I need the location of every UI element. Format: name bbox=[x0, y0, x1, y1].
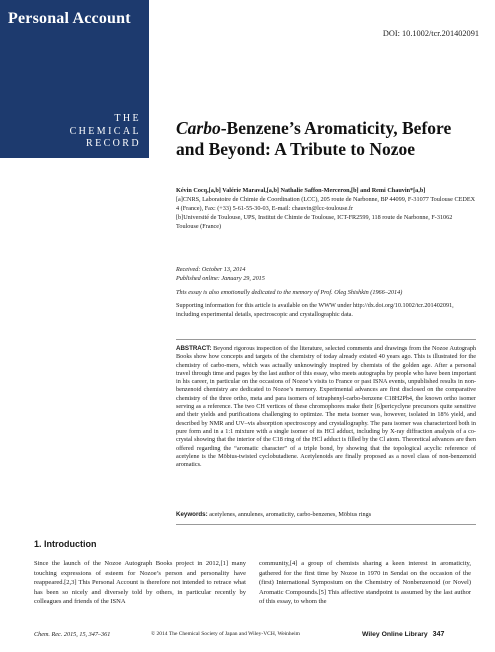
abstract-text: Beyond rigorous inspection of the literature, selected comments and drawings from the Nozoe Autograph Books show how concepts and targets of the chemistry of today already existed 40 years ago. This is illustrated for the chemistry of carbo-mers, which was actually unknowingly inspired by chemists of the golden age. After a personal travel through time and pages by the last author of this essay, who meets autographs by people who have been important in his career, in particular on the occasions of Nozoe’s visits to France or past ISNA events, unpublished results in non-benzenoid chemistry are dedicated to Nozoe’s memory. Experimental advances are first disclosed on the comparative chemistry of the three ortho, meta and para isomers of tetraphenyl-carbo-benzene C18H2Ph4, the known ortho isomer serving as a reference. The two CH vertices of these chromophores make their [6]pericyclyne precursors quite sensitive and their yields and purifications challenging to optimize. The meta isomer was, however, isolated in 18% yield, and described by NMR and UV–vis absorption spectroscopy and crystallography. The para isomer was characterized both in pure form and in a 1:1 mixture with a single isomer of its HCl adduct, including by X-ray diffraction analysis of a co-crystal showing that the interior of the C18 ring of the HCl adduct is filled by the Cl atom. Theoretical advances are then offered regarding the “aromatic character” of a triple bond, by showing that the topological acyclic reference of acetylene is the Möbius-twisted cyclobutadiene. Acetylenoids are finally proposed as a novel class of non-benzenoid aromatics. bbox=[176, 345, 477, 469]
affiliation-a: [a]CNRS, Laboratoire de Chimie de Coordination (LCC), 205 route de Narbonne, BP 44099, F-31077 Toulouse CEDEX 4 (France), Fax: (+33) 5-61-55-30-03, E-mail: chauvin@lcc-toulouse.fr bbox=[176, 196, 476, 212]
journal-name bbox=[1, 113, 141, 151]
journal-name-line: CHEMICAL bbox=[69, 125, 141, 137]
section-heading-introduction: 1. Introduction bbox=[34, 539, 97, 549]
abstract-label: ABSTRACT: bbox=[176, 345, 212, 352]
keywords-text: acetylenes, annulenes, aromaticity, carbo-benzenes, Möbius rings bbox=[209, 511, 372, 518]
title-italic-part: Carbo bbox=[176, 118, 221, 138]
abstract-bottom-rule bbox=[176, 524, 476, 525]
abstract-top-rule bbox=[176, 339, 476, 340]
doi[interactable]: DOI: 10.1002/tcr.201402091 bbox=[382, 29, 479, 38]
author-names: Kévin Cocq,[a,b] Valérie Maraval,[a,b] Nathalie Saffon-Merceron,[b] and Remi Chauvin*[a,b] bbox=[176, 187, 426, 194]
article-dates bbox=[176, 265, 476, 297]
received-date: Received: October 13, 2014 bbox=[176, 266, 246, 273]
footer-library bbox=[362, 630, 444, 639]
footer-copyright: © 2014 The Chemical Society of Japan and Wiley-VCH, Weinheim bbox=[151, 631, 300, 637]
affiliation-b: [b]Université de Toulouse, UPS, Institut de Chimie de Toulouse, ICT-FR2599, 118 route de Narbonne, F-31062 Toulouse (France) bbox=[176, 214, 453, 230]
footer-citation: Chem. Rec. 2015, 15, 347–361 bbox=[34, 631, 111, 638]
body-column-left: Since the launch of the Nozoe Autograph Books project in 2012,[1] many touching expressions of esteem for Nozoe’s person and personality have reappeared.[2,3] This Personal Account is therefore not intended to retrace what has been so nicely and diversely told by others, in particular recently by colleagues and friends of the ISNA bbox=[34, 560, 246, 605]
abstract bbox=[176, 345, 476, 469]
article-title bbox=[176, 118, 476, 160]
title-rest: -Benzene’s Aromaticity, Before and Beyond: A Tribute to Nozoe bbox=[176, 118, 452, 159]
journal-name-line: RECORD bbox=[86, 138, 141, 149]
section-label: Personal Account bbox=[8, 10, 131, 27]
keywords-label: Keywords: bbox=[176, 511, 208, 518]
published-date: Published online: January 29, 2015 bbox=[176, 275, 265, 282]
page-number: 347 bbox=[432, 631, 445, 638]
keywords bbox=[176, 510, 476, 519]
footer-library-name: Wiley Online Library bbox=[362, 631, 428, 638]
dedication: This essay is also emotionally dedicated to the memory of Prof. Oleg Shishkin (1966–2014) bbox=[176, 289, 403, 296]
journal-banner bbox=[0, 0, 149, 158]
body-column-right: community,[4] a group of chemists sharing a keen interest in aromaticity, gathered for the first time by Nozoe in 1970 in Sendai on the occasion of the (first) International Symposium on the Chemistry of Nonbenzenoid (or Novel) Aromatic Compounds.[5] This affective standpoint is assumed by the last author of this essay, to whom the bbox=[259, 560, 471, 605]
author-block bbox=[176, 186, 476, 231]
supporting-info: Supporting information for this article is available on the WWW under http://dx.doi.org/10.1002/tcr.201402091, including experimental details, spectroscopic and crystallographic data. bbox=[176, 302, 454, 318]
journal-name-line: THE bbox=[114, 113, 141, 124]
